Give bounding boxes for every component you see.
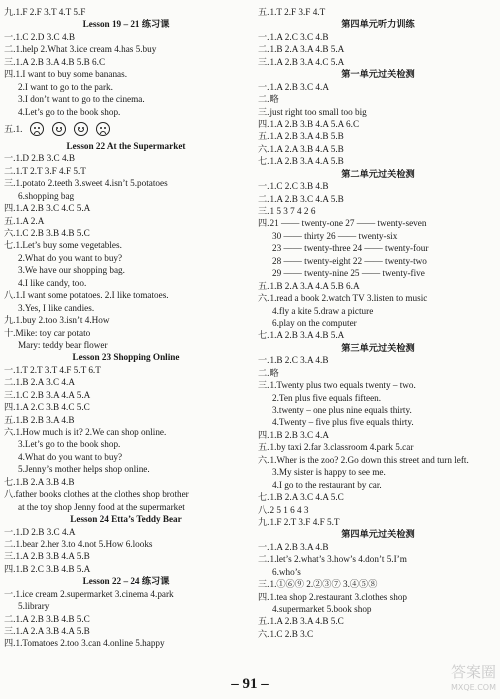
answer-line: Mary: teddy bear flower — [18, 339, 108, 350]
answer-text: 五.1. — [4, 123, 23, 134]
answer-line: 二.1.T 2.T 3.F 4.F 5.T — [4, 165, 86, 176]
answer-line: 三.1.C 2.B 3.A 4.A 5.A — [4, 389, 91, 400]
answer-line: 五.1.A 2.B 3.A 4.B 5.B — [258, 131, 344, 142]
answer-line: 一.1.B 2.C 3.A 4.B — [258, 355, 329, 366]
answer-line: 4.Let’s go to the book shop. — [18, 106, 121, 117]
section-heading: 第四单元听力训练 — [341, 19, 415, 30]
face-icon — [96, 122, 110, 136]
answer-column-right — [258, 6, 498, 640]
section-heading: 第三单元过关检测 — [341, 342, 415, 353]
answer-line: 十.Mike: toy car potato — [4, 327, 91, 338]
answer-line: 3.Let’s go to the book shop. — [18, 439, 121, 450]
answer-line: 三.1 5 3 7 4 2 6 — [258, 206, 316, 216]
section-heading: Lesson 24 Etta’s Teddy Bear — [70, 514, 182, 525]
answer-line: 三.1.A 2.B 3.A 4.C 5.A — [258, 56, 345, 67]
face-icon — [52, 122, 66, 136]
answer-line: 六.1.Wher is the zoo? 2.Go down this street and turn left. — [258, 454, 469, 465]
face-mouth — [78, 129, 84, 132]
answer-line: 三.just right too small too big — [258, 106, 367, 117]
answer-line: 2.What do you want to buy? — [18, 252, 123, 263]
answer-line: 5.library — [18, 601, 50, 612]
face-icon — [74, 122, 88, 136]
answer-line: 二.1.B 2.A 3.A 4.B 5.A — [258, 44, 345, 55]
answer-line: 6.who’s — [272, 566, 301, 577]
answer-line: 四.1.Tomatoes 2.too 3.can 4.online 5.happy — [4, 638, 165, 649]
answer-line: 28 —— twenty-eight 22 —— twenty-two — [272, 255, 427, 266]
answer-line: 6.shopping bag — [18, 190, 75, 201]
answer-line: 二.1.A 2.B 3.C 4.A 5.B — [258, 193, 344, 204]
answer-line: 四.1.B 2.C 3.B 4.B 5.A — [4, 563, 91, 574]
answer-line: 3.I don’t want to go to the cinema. — [18, 94, 145, 105]
answer-line: 4.I like candy, too. — [18, 277, 87, 288]
answer-line: 3.twenty – one plus nine equals thirty. — [272, 405, 412, 415]
answer-line: 六.1.How much is it? 2.We can shop online. — [4, 427, 167, 437]
answer-line: 三.1.A 2.B 3.A 4.B 5.B 6.C — [4, 56, 106, 67]
answer-line: 一.1.A 2.B 3.A 4.B — [258, 541, 329, 552]
face-mouth — [100, 131, 106, 134]
answer-line: 五.1.by taxi 2.far 3.classroom 4.park 5.car — [258, 442, 414, 453]
page-number: – 91 – — [231, 676, 269, 692]
answer-line: 四.1.I want to buy some bananas. — [4, 69, 127, 80]
answer-line: 八.1.I want some potatoes. 2.I like tomatoes. — [4, 290, 169, 301]
answer-line: 4.fly a kite 5.draw a picture — [272, 305, 374, 316]
answer-line: 四.1.B 2.B 3.C 4.A — [258, 429, 329, 440]
answer-line: 四.1.A 2.B 3.C 4.C 5.A — [4, 203, 91, 214]
answer-line: 4.Twenty – five plus five equals thirty. — [272, 417, 414, 428]
answer-line: 4.What do you want to buy? — [18, 451, 123, 462]
section-heading: 第二单元过关检测 — [341, 168, 415, 179]
answer-line: 一.1.A 2.B 3.C 4.A — [258, 81, 329, 92]
answer-line: 五.1.A 2.A — [4, 215, 45, 226]
watermark-url: MXQE.COM — [450, 683, 496, 692]
answer-line: 3.Yes, I like candies. — [18, 302, 95, 313]
answer-line — [4, 118, 248, 140]
section-heading: Lesson 19 – 21 练习课 — [82, 19, 170, 30]
answer-line: 二.1.bear 2.her 3.to 4.not 5.How 6.looks — [4, 538, 153, 549]
answer-line: 29 —— twenty-nine 25 —— twenty-five — [272, 268, 425, 279]
answer-line: 2.Ten plus five equals fifteen. — [272, 392, 382, 403]
answer-line: 九.1.F 2.T 3.F 4.F 5.T — [258, 516, 340, 527]
answer-line: 二.1.let’s 2.what’s 3.how’s 4.don’t 5.I’m — [258, 554, 407, 565]
answer-line: 一.1.C 2.D 3.C 4.B — [4, 31, 75, 42]
answer-line: 3.We have our shopping bag. — [18, 265, 125, 276]
answer-line: 6.play on the computer — [272, 317, 357, 328]
answer-line: 三.1.①⑥⑨ 2.②③⑦ 3.④⑤⑧ — [258, 579, 378, 590]
answer-line: 二.略 — [258, 367, 279, 378]
section-heading: 第一单元过关检测 — [341, 69, 415, 80]
answer-line: 一.1.ice cream 2.supermarket 3.cinema 4.park — [4, 588, 174, 599]
answer-line: 九.1.F 2.F 3.T 4.T 5.F — [4, 7, 86, 17]
answer-line: 23 —— twenty-three 24 —— twenty-four — [272, 243, 429, 254]
answer-line: 五.1.A 2.B 3.A 4.B 5.C — [258, 616, 344, 627]
answer-line: 七.1.A 2.B 3.A 4.A 5.B — [258, 156, 344, 167]
section-heading: Lesson 23 Shopping Online — [72, 352, 180, 363]
answer-line: 六.1.C 2.B 3.B 4.B 5.C — [4, 228, 90, 238]
answer-line: 六.1.A 2.A 3.B 4.A 5.B — [258, 143, 344, 154]
answer-line: 七.1.A 2.B 3.A 4.B 5.A — [258, 330, 345, 341]
face-icon — [30, 122, 44, 136]
answer-line: 三.1.Twenty plus two equals twenty – two. — [258, 380, 416, 391]
answer-line: 4.supermarket 5.book shop — [272, 604, 372, 614]
answer-line: 六.1.read a book 2.watch TV 3.listen to music — [258, 293, 428, 304]
answer-line: 四.1.tea shop 2.restaurant 3.clothes shop — [258, 591, 408, 602]
answer-line: 九.1.buy 2.too 3.isn’t 4.How — [4, 315, 110, 326]
answer-line: 六.1.C 2.B 3.C — [258, 628, 314, 639]
answer-line: 30 —— thirty 26 —— twenty-six — [272, 230, 398, 241]
answer-line: 二.略 — [258, 94, 279, 105]
answer-line: 5.Jenny’s mother helps shop online. — [18, 464, 150, 475]
answer-line: 2.I want to go to the park. — [18, 81, 113, 92]
watermark-logo — [451, 664, 496, 696]
answer-line: 三.1.A 2.A 3.B 4.A 5.B — [4, 626, 90, 636]
answer-line: 七.1.B 2.A 3.C 4.A 5.C — [258, 492, 344, 503]
face-mouth — [34, 131, 40, 134]
answer-line: 七.1.Let’s buy some vegetables. — [4, 240, 122, 251]
answer-line: 一.1.C 2.C 3.B 4.B — [258, 181, 329, 192]
answer-line: 五.1.B 2.A 3.A 4.A 5.B 6.A — [258, 280, 360, 291]
answer-line: 八.2 5 1 6 4 3 — [258, 504, 309, 515]
answer-line: 二.1.B 2.A 3.C 4.A — [4, 377, 75, 388]
answer-line: 一.1.T 2.T 3.T 4.F 5.T 6.T — [4, 364, 101, 375]
answer-line: 四.1.A 2.C 3.B 4.C 5.C — [4, 402, 90, 413]
face-mouth — [56, 129, 62, 132]
answer-line: 3.My sister is happy to see me. — [272, 467, 386, 478]
answer-line: 4.I go to the restaurant by car. — [272, 479, 382, 490]
section-heading: Lesson 22 – 24 练习课 — [82, 576, 170, 587]
answer-line: at the toy shop Jenny food at the supermarket — [18, 501, 185, 512]
answer-line: 三.1.A 2.B 3.B 4.A 5.B — [4, 551, 90, 562]
section-heading: Lesson 22 At the Supermarket — [66, 140, 186, 151]
section-heading: 第四单元过关检测 — [341, 529, 415, 540]
answer-line: 五.1.B 2.B 3.A 4.B — [4, 414, 75, 425]
answer-line: 三.1.potato 2.teeth 3.sweet 4.isn’t 5.potatoes — [4, 178, 168, 189]
answer-line: 八.father books clothes at the clothes shop brother — [4, 489, 189, 500]
answer-line: 一.1.A 2.C 3.C 4.B — [258, 31, 329, 42]
answer-line: 七.1.B 2.A 3.B 4.B — [4, 476, 75, 487]
answer-line: 五.1.T 2.F 3.F 4.T — [258, 7, 326, 17]
answer-line: 二.1.help 2.What 3.ice cream 4.has 5.buy — [4, 44, 157, 55]
answer-line: 二.1.A 2.B 3.B 4.B 5.C — [4, 613, 90, 624]
answer-line: 一.1.D 2.B 3.C 4.B — [4, 153, 75, 164]
answer-line: 四.1.A 2.B 3.B 4.A 5.A 6.C — [258, 118, 360, 129]
answer-line: 一.1.D 2.B 3.C 4.A — [4, 526, 76, 537]
watermark-text: 答案圈 — [450, 663, 496, 681]
answer-line: 四.21 —— twenty-one 27 —— twenty-seven — [258, 218, 427, 229]
answer-column-left — [4, 6, 248, 650]
